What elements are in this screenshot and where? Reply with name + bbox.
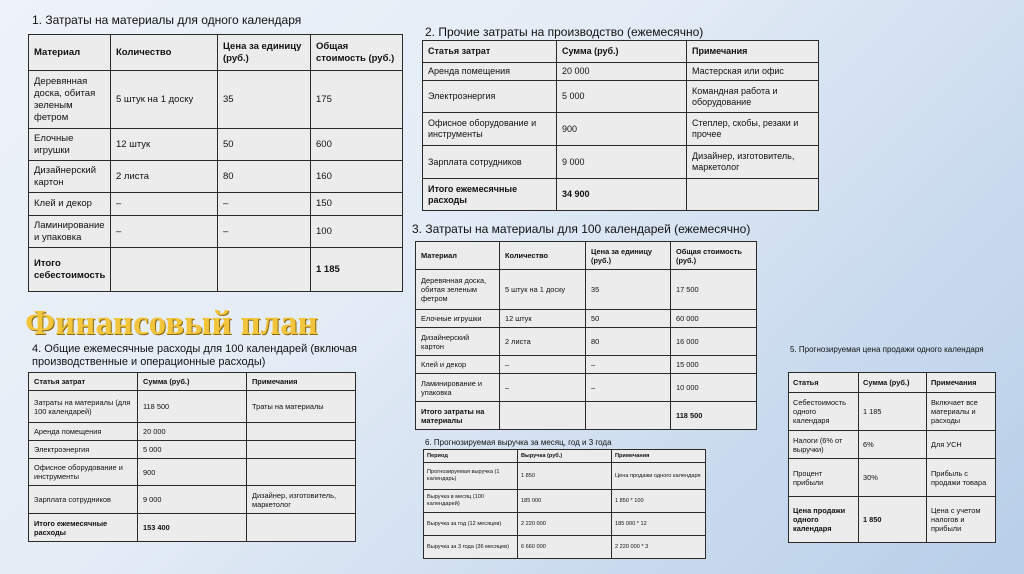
table-total-row: [789, 497, 996, 543]
table-cell: Ламинирование и упаковка: [416, 374, 500, 402]
table-cell: Выручка за 3 года (36 месяцев): [424, 536, 518, 559]
table-cell: 185 000 * 12: [612, 513, 706, 536]
table-cell: 9 000: [557, 146, 687, 179]
table-cell: Клей и декор: [416, 356, 500, 374]
table-cell: 2 220 000: [518, 513, 612, 536]
table-cell: 5 штук на 1 доску: [500, 270, 586, 310]
table-row: [423, 81, 819, 113]
table-cell: 160: [311, 161, 403, 193]
table-row: [29, 459, 356, 486]
table-cell: [247, 514, 356, 542]
table-cell: Траты на материалы: [247, 391, 356, 423]
table-cell: 1 185: [859, 393, 927, 431]
table-total-row: [29, 514, 356, 542]
table-cell: Для УСН: [927, 431, 996, 459]
table-cell: Налоги (6% от выручки): [789, 431, 859, 459]
table-row: [416, 374, 757, 402]
table-cell: 80: [218, 161, 311, 193]
table-cell: Цена продажи одного календаря: [612, 463, 706, 490]
section-1-title: 1. Затраты на материалы для одного календаря: [32, 13, 302, 27]
table-cell: Процент прибыли: [789, 459, 859, 497]
table-cell: Аренда помещения: [29, 423, 138, 441]
table-row: [424, 536, 706, 559]
table-cell: Ламинирование и упаковка: [29, 216, 111, 248]
table-row: [416, 310, 757, 328]
table-cell: [687, 179, 819, 211]
table-cell: Итого себестоимость: [29, 248, 111, 292]
table-cell: –: [111, 216, 218, 248]
table-cell: Деревянная доска, обитая зеленым фетром: [416, 270, 500, 310]
table-row: [29, 129, 403, 161]
table-row: [29, 441, 356, 459]
table-cell: Зарплата сотрудников: [29, 486, 138, 514]
header-cell: Статья затрат: [423, 41, 557, 63]
section-4-title: 4. Общие ежемесячные расходы для 100 календарей (включая производственные и операционные расходы): [32, 343, 358, 368]
table-row: [416, 270, 757, 310]
table-row: [29, 71, 403, 129]
table-cell: [247, 441, 356, 459]
slide-title: Финансовый план: [25, 303, 318, 342]
table-cell: 15 000: [671, 356, 757, 374]
table-cell: [586, 402, 671, 430]
table-cell: 100: [311, 216, 403, 248]
table-cell: 5 штук на 1 доску: [111, 71, 218, 129]
table-header-row: [423, 41, 819, 63]
header-cell: Цена за единицу (руб.): [218, 35, 311, 71]
table-cell: 35: [218, 71, 311, 129]
table-cell: 153 400: [138, 514, 247, 542]
table-cell: –: [500, 356, 586, 374]
table-cell: Офисное оборудование и инструменты: [423, 113, 557, 146]
table-cell: Командная работа и оборудование: [687, 81, 819, 113]
table-cell: –: [586, 374, 671, 402]
materials-one-calendar-table: [28, 34, 403, 292]
table-header-row: [789, 373, 996, 393]
table-cell: 34 900: [557, 179, 687, 211]
table-cell: 6 660 000: [518, 536, 612, 559]
table-row: [423, 113, 819, 146]
table-cell: 118 500: [138, 391, 247, 423]
table-row: [29, 486, 356, 514]
table-cell: 10 000: [671, 374, 757, 402]
table-cell: 35: [586, 270, 671, 310]
table-cell: Елочные игрушки: [29, 129, 111, 161]
table-row: [424, 463, 706, 490]
table-cell: 30%: [859, 459, 927, 497]
table-cell: 2 220 000 * 3: [612, 536, 706, 559]
table-cell: 118 500: [671, 402, 757, 430]
table-cell: 150: [311, 193, 403, 216]
section-5-title: 5. Прогнозируемая цена продажи одного календаря: [790, 345, 984, 354]
header-cell: Количество: [500, 242, 586, 270]
table-cell: 16 000: [671, 328, 757, 356]
table-row: [29, 391, 356, 423]
table-cell: 5 000: [138, 441, 247, 459]
table-cell: Итого затраты на материалы: [416, 402, 500, 430]
table-cell: Себестоимость одного календаря: [789, 393, 859, 431]
table-row: [416, 328, 757, 356]
table-cell: 60 000: [671, 310, 757, 328]
table-cell: Зарплата сотрудников: [423, 146, 557, 179]
table-cell: 185 000: [518, 490, 612, 513]
table-cell: 5 000: [557, 81, 687, 113]
table-total-row: [416, 402, 757, 430]
table-cell: –: [111, 193, 218, 216]
table-cell: Выручка за год (12 месяцев): [424, 513, 518, 536]
table-cell: 17 500: [671, 270, 757, 310]
header-cell: Цена за единицу (руб.): [586, 242, 671, 270]
table-row: [424, 513, 706, 536]
table-row: [423, 146, 819, 179]
table-header-row: [416, 242, 757, 270]
table-cell: 50: [586, 310, 671, 328]
table-cell: 80: [586, 328, 671, 356]
table-total-row: [423, 179, 819, 211]
monthly-expenses-table: [28, 372, 356, 542]
table-row: [423, 63, 819, 81]
table-cell: 9 000: [138, 486, 247, 514]
table-cell: 2 листа: [111, 161, 218, 193]
table-cell: 6%: [859, 431, 927, 459]
other-costs-table: [422, 40, 819, 211]
table-cell: Мастерская или офис: [687, 63, 819, 81]
table-cell: Дизайнерский картон: [29, 161, 111, 193]
sale-price-table: [788, 372, 996, 543]
table-cell: 900: [138, 459, 247, 486]
table-row: [789, 459, 996, 497]
table-row: [416, 356, 757, 374]
table-cell: 175: [311, 71, 403, 129]
header-cell: Примечания: [612, 450, 706, 463]
table-cell: Дизайнер, изготовитель, маркетолог: [687, 146, 819, 179]
table-cell: [111, 248, 218, 292]
table-cell: Прибыль с продажи товара: [927, 459, 996, 497]
table-cell: 50: [218, 129, 311, 161]
table-cell: Прогнозируемая выручка (1 календарь): [424, 463, 518, 490]
table-cell: Клей и декор: [29, 193, 111, 216]
table-row: [424, 490, 706, 513]
table-cell: [218, 248, 311, 292]
header-cell: Период: [424, 450, 518, 463]
table-cell: Электроэнергия: [29, 441, 138, 459]
table-cell: Итого ежемесячные расходы: [423, 179, 557, 211]
table-cell: –: [218, 216, 311, 248]
table-row: [29, 216, 403, 248]
table-header-row: [29, 35, 403, 71]
table-cell: 12 штук: [500, 310, 586, 328]
header-cell: Статья: [789, 373, 859, 393]
table-row: [789, 431, 996, 459]
table-cell: 20 000: [138, 423, 247, 441]
table-cell: 1 850 * 100: [612, 490, 706, 513]
table-cell: Цена с учетом налогов и прибыли: [927, 497, 996, 543]
table-cell: Деревянная доска, обитая зеленым фетром: [29, 71, 111, 129]
table-cell: 2 листа: [500, 328, 586, 356]
table-row: [29, 423, 356, 441]
header-cell: Примечания: [247, 373, 356, 391]
header-cell: Сумма (руб.): [138, 373, 247, 391]
section-3-title: 3. Затраты на материалы для 100 календарей (ежемесячно): [412, 222, 751, 236]
table-cell: Цена продажи одного календаря: [789, 497, 859, 543]
revenue-forecast-table: [423, 449, 706, 559]
table-cell: –: [500, 374, 586, 402]
section-2-title: 2. Прочие затраты на производство (ежемесячно): [425, 25, 704, 39]
table-cell: [500, 402, 586, 430]
table-header-row: [29, 373, 356, 391]
table-cell: Дизайнерский картон: [416, 328, 500, 356]
table-row: [29, 193, 403, 216]
table-cell: 12 штук: [111, 129, 218, 161]
table-cell: 900: [557, 113, 687, 146]
table-cell: Электроэнергия: [423, 81, 557, 113]
table-cell: Дизайнер, изготовитель, маркетолог: [247, 486, 356, 514]
header-cell: Сумма (руб.): [859, 373, 927, 393]
table-cell: 1 185: [311, 248, 403, 292]
header-cell: Общая стоимость (руб.): [311, 35, 403, 71]
table-cell: Выручка в месяц (100 календарей): [424, 490, 518, 513]
table-cell: Затраты на материалы (для 100 календарей): [29, 391, 138, 423]
table-cell: Офисное оборудование и инструменты: [29, 459, 138, 486]
table-cell: –: [218, 193, 311, 216]
table-cell: 20 000: [557, 63, 687, 81]
table-row: [789, 393, 996, 431]
header-cell: Примечания: [687, 41, 819, 63]
header-cell: Статья затрат: [29, 373, 138, 391]
table-cell: 1 850: [859, 497, 927, 543]
header-cell: Сумма (руб.): [557, 41, 687, 63]
table-cell: 600: [311, 129, 403, 161]
materials-100-calendars-table: [415, 241, 757, 430]
header-cell: Количество: [111, 35, 218, 71]
table-cell: 1 850: [518, 463, 612, 490]
header-cell: Материал: [416, 242, 500, 270]
section-6-title: 6. Прогнозируемая выручка за месяц, год и 3 года: [425, 438, 612, 447]
header-cell: Примечания: [927, 373, 996, 393]
table-cell: Аренда помещения: [423, 63, 557, 81]
table-cell: [247, 423, 356, 441]
table-header-row: [424, 450, 706, 463]
table-total-row: [29, 248, 403, 292]
table-row: [29, 161, 403, 193]
header-cell: Выручка (руб.): [518, 450, 612, 463]
table-cell: –: [586, 356, 671, 374]
table-cell: Итого ежемесячные расходы: [29, 514, 138, 542]
table-cell: [247, 459, 356, 486]
table-cell: Включает все материалы и расходы: [927, 393, 996, 431]
table-cell: Степлер, скобы, резаки и прочее: [687, 113, 819, 146]
header-cell: Общая стоимость (руб.): [671, 242, 757, 270]
table-cell: Елочные игрушки: [416, 310, 500, 328]
header-cell: Материал: [29, 35, 111, 71]
